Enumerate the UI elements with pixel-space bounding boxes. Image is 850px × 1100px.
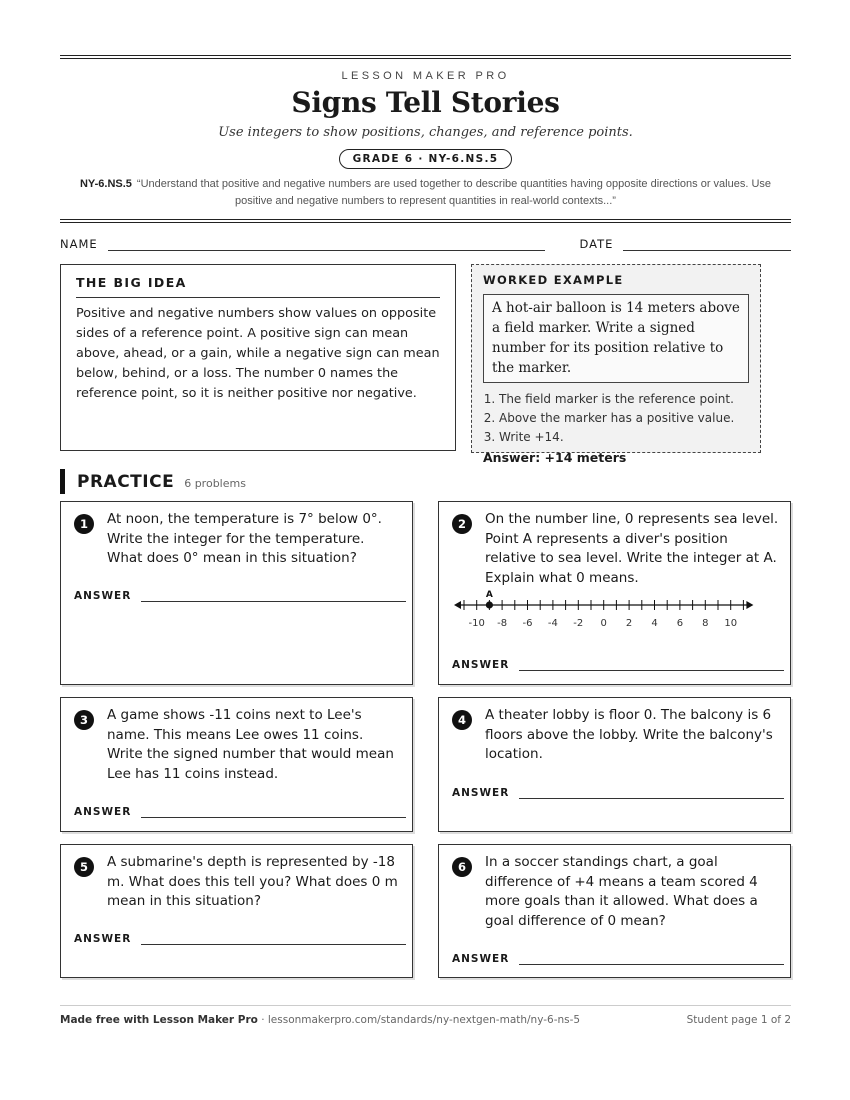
standard-text: “Understand that positive and negative numbers are used together to describe quantities having opposite directions or values. Use positive and negative numbers to represent quantities in real-world contexts...”: [136, 178, 772, 207]
problem-number: 1: [74, 514, 94, 534]
answer-field[interactable]: [519, 660, 784, 671]
answer-field[interactable]: [141, 807, 406, 818]
number-line-label: -10: [468, 618, 485, 629]
answer-field[interactable]: [519, 788, 784, 799]
number-line-label: 2: [625, 618, 633, 629]
answer-label: ANSWER: [452, 659, 510, 671]
arrow-left-icon: [454, 601, 461, 609]
number-line-label: 4: [651, 618, 658, 629]
footer-made-with: Made free with Lesson Maker Pro: [60, 1014, 258, 1026]
name-field[interactable]: [108, 238, 545, 251]
practice-title: PRACTICE: [77, 471, 175, 492]
answer-row: [452, 659, 784, 671]
practice-count: 6 problems: [184, 476, 246, 490]
answer-row: [74, 590, 406, 602]
problem-card-1: [60, 501, 413, 685]
standard-code: NY-6.NS.5: [79, 178, 132, 190]
problem-number: 2: [452, 514, 472, 534]
problem-card-2: [438, 501, 791, 685]
answer-row: [452, 953, 784, 965]
name-date-row: [60, 237, 791, 251]
answer-label: ANSWER: [74, 933, 132, 945]
point-a-label: A: [485, 590, 493, 600]
answer-label: ANSWER: [452, 953, 510, 965]
worked-step: 3. Write +14.: [499, 428, 749, 447]
worked-example-answer: Answer: +14 meters: [483, 450, 627, 465]
problem-card-3: [60, 697, 413, 832]
problem-text: A theater lobby is floor 0. The balcony is 6 floors above the lobby. Write the balcony's location.: [485, 707, 773, 762]
date-field[interactable]: [623, 238, 791, 251]
answer-row: [452, 787, 784, 799]
problem-number: 6: [452, 857, 472, 877]
problem-text: On the number line, 0 represents sea level. Point A represents a diver's position relative to sea level. Write the integer at A. Explain what 0 means.: [485, 511, 779, 586]
top-rule: [60, 55, 791, 59]
worked-example-problem: A hot-air balloon is 14 meters above a field marker. Write a signed number for its position relative to the marker.: [483, 294, 749, 383]
page-subtitle: Use integers to show positions, changes, and reference points.: [218, 125, 633, 140]
footer-credit: [60, 1014, 580, 1026]
answer-row: [74, 933, 406, 945]
header-bottom-rule: [60, 219, 791, 223]
problem-text: In a soccer standings chart, a goal difference of +4 means a team scored 4 more goals than it allowed. What does a goal difference of 0 mean?: [485, 854, 758, 929]
number-line-label: 8: [702, 618, 709, 629]
number-line-label: -6: [522, 618, 533, 629]
answer-field[interactable]: [141, 591, 406, 602]
footer-url[interactable]: · lessonmakerpro.com/standards/ny-nextgen-math/ny-6-ns-5: [257, 1014, 581, 1026]
standard-statement: [60, 176, 791, 210]
answer-label: ANSWER: [452, 787, 510, 799]
worked-example-heading: WORKED EXAMPLE: [483, 273, 624, 287]
problem-card-6: [438, 844, 791, 978]
problem-card-5: [60, 844, 413, 978]
problem-number: 5: [74, 857, 94, 877]
problem-text: A game shows -11 coins next to Lee's name. This means Lee owes 11 coins. Write the signed number that would mean Lee has 11 coins instead.: [107, 707, 394, 782]
problem-card-4: [438, 697, 791, 832]
number-line-label: -8: [497, 618, 508, 629]
brand-name: LESSON MAKER PRO: [341, 70, 510, 82]
problem-text: At noon, the temperature is 7° below 0°. Write the integer for the temperature. What does 0° mean in this situation?: [107, 511, 382, 566]
grade-badge: GRADE 6 · NY-6.NS.5: [339, 149, 513, 169]
practice-header: [60, 469, 791, 494]
worked-step: 2. Above the marker has a positive value.: [499, 409, 749, 428]
practice-bar: [60, 469, 65, 494]
big-idea-box: [60, 264, 456, 451]
problem-number: 3: [74, 710, 94, 730]
number-line-label: -4: [547, 618, 558, 629]
worked-step: 1. The field marker is the reference point.: [499, 390, 749, 409]
number-line: [449, 590, 779, 636]
big-idea-heading: THE BIG IDEA: [76, 275, 440, 298]
answer-row: [74, 806, 406, 818]
answer-label: ANSWER: [74, 806, 132, 818]
big-idea-body: Positive and negative numbers show values on opposite sides of a reference point. A positive sign can mean above, ahead, or a gain, while a negative sign can mean below, behind, or a loss. The number 0 names the reference point, so it is neither positive nor negative.: [76, 306, 440, 401]
answer-label: ANSWER: [74, 590, 132, 602]
name-label: NAME: [60, 237, 98, 251]
number-line-label: 10: [724, 618, 738, 629]
problem-number: 4: [452, 710, 472, 730]
number-line-label: -2: [573, 618, 584, 629]
point-a-dot: [486, 601, 493, 608]
page-footer: [60, 1005, 791, 1026]
arrow-right-icon: [746, 601, 753, 609]
number-line-label: 0: [600, 618, 607, 629]
number-line-label: 6: [676, 618, 684, 629]
worked-example-box: [471, 264, 761, 465]
worked-example-steps: [483, 390, 749, 447]
answer-field[interactable]: [519, 954, 784, 965]
problem-text: A submarine's depth is represented by -18 m. What does this tell you? What does 0 m mean in this situation?: [107, 854, 398, 909]
answer-field[interactable]: [141, 934, 406, 945]
footer-page-number: Student page 1 of 2: [686, 1014, 791, 1026]
page-title: Signs Tell Stories: [291, 86, 560, 119]
date-label: DATE: [579, 237, 614, 251]
